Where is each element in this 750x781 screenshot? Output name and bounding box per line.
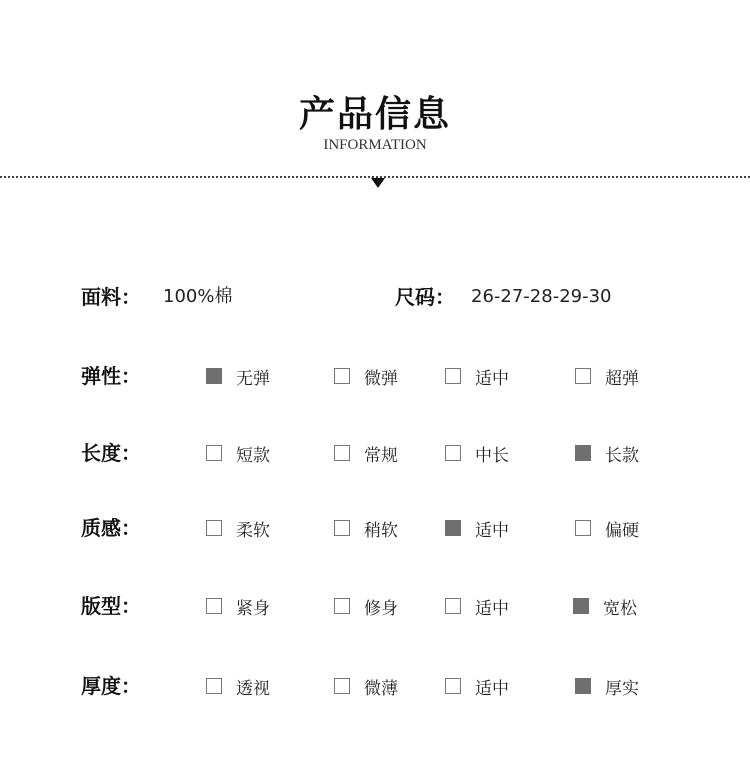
option-item [334, 591, 398, 621]
checkbox [445, 678, 461, 694]
checkbox [206, 520, 222, 536]
page-subtitle: INFORMATION [323, 137, 427, 153]
checkbox-checked [575, 678, 591, 694]
checkbox [445, 445, 461, 461]
checkbox [575, 368, 591, 384]
option-label: 超弹 [605, 368, 639, 389]
fabric-size-row [0, 282, 750, 312]
attribute-row-elasticity [0, 361, 750, 391]
option-item [206, 671, 270, 701]
checkbox [334, 678, 350, 694]
page-title: 产品信息 [298, 94, 451, 135]
option-label: 适中 [475, 368, 509, 389]
triangle-down-icon [371, 178, 385, 188]
checkbox [445, 368, 461, 384]
option-item [206, 591, 270, 621]
option-label: 偏硬 [605, 520, 639, 541]
option-item [334, 513, 398, 543]
checkbox-checked [206, 368, 222, 384]
option-item [575, 361, 639, 391]
option-item [445, 438, 509, 468]
option-item [334, 438, 398, 468]
checkbox [334, 445, 350, 461]
attribute-row-length [0, 438, 750, 468]
option-item [575, 513, 639, 543]
option-item [573, 591, 637, 621]
attribute-label: 长度： [81, 441, 141, 465]
attribute-label: 版型： [81, 594, 141, 618]
option-label: 短款 [236, 445, 270, 466]
option-label: 柔软 [236, 520, 270, 541]
option-label: 适中 [475, 598, 509, 619]
option-item [445, 361, 509, 391]
checkbox-checked [575, 445, 591, 461]
option-label: 修身 [364, 598, 398, 619]
checkbox-checked [573, 598, 589, 614]
option-label: 微弹 [364, 368, 398, 389]
option-item [575, 438, 639, 468]
checkbox [445, 598, 461, 614]
option-label: 稍软 [364, 520, 398, 541]
attribute-label: 弹性： [81, 364, 141, 388]
attribute-row-texture [0, 513, 750, 543]
option-label: 透视 [236, 678, 270, 699]
attribute-row-thickness [0, 671, 750, 701]
checkbox [334, 368, 350, 384]
size-value: 26-27-28-29-30 [471, 286, 612, 307]
checkbox [206, 598, 222, 614]
checkbox [575, 520, 591, 536]
attribute-label: 质感： [81, 516, 141, 540]
option-item [445, 591, 509, 621]
checkbox [334, 520, 350, 536]
option-label: 厚实 [605, 678, 639, 699]
fabric-label: 面料： [81, 285, 141, 309]
option-label: 中长 [475, 445, 509, 466]
option-item [445, 671, 509, 701]
option-item [575, 671, 639, 701]
checkbox-checked [445, 520, 461, 536]
option-label: 紧身 [236, 598, 270, 619]
option-item [334, 671, 398, 701]
option-label: 微薄 [364, 678, 398, 699]
option-label: 常规 [364, 445, 398, 466]
checkbox [206, 445, 222, 461]
option-label: 无弹 [236, 368, 270, 389]
attribute-label: 厚度： [81, 674, 141, 698]
option-item [206, 361, 270, 391]
option-item [206, 513, 270, 543]
fabric-value: 100%棉 [163, 286, 233, 307]
option-label: 宽松 [603, 598, 637, 619]
option-item [445, 513, 509, 543]
checkbox [334, 598, 350, 614]
size-label: 尺码： [395, 285, 455, 309]
option-item [206, 438, 270, 468]
option-label: 适中 [475, 678, 509, 699]
checkbox [206, 678, 222, 694]
attribute-row-fit [0, 591, 750, 621]
option-item [334, 361, 398, 391]
option-label: 长款 [605, 445, 639, 466]
option-label: 适中 [475, 520, 509, 541]
